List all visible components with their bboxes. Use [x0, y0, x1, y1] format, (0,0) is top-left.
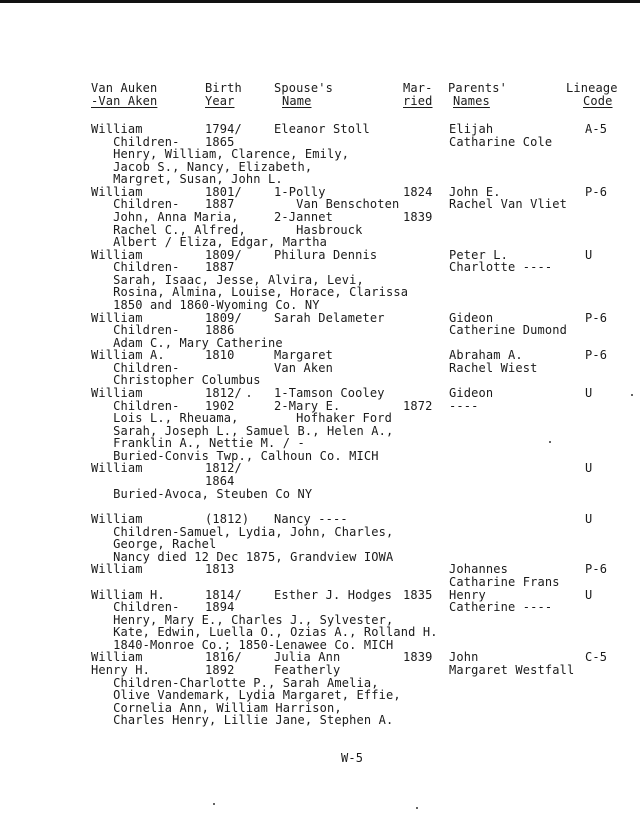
entry-line-38-c1: Henry, Mary E., Charles J., Sylvester,: [91, 613, 394, 627]
entry-line-9-c1: Albert / Eliza, Edgar, Martha: [91, 235, 327, 249]
entry-line-5-c6: P-6: [585, 185, 608, 199]
entry-line-36-c3: Esther J. Hodges: [274, 588, 392, 602]
entry-line-41-c5: John: [449, 650, 479, 664]
entry-line-14-c1: 1850 and 1860-Wyoming Co. NY: [91, 298, 320, 312]
entry-line-7-c1: John, Anna Maria,: [91, 210, 239, 224]
entry-line-11-c2: 1887: [205, 260, 235, 274]
entry-line-23-c3: Hofhaker Ford: [274, 411, 392, 425]
entry-line-30-c3: Nancy ----: [274, 512, 348, 526]
entry-line-0-c2: 1794/: [205, 122, 242, 136]
entry-line-18-c3: Margaret: [274, 348, 333, 362]
header-col-married-1: Mar-: [403, 81, 433, 95]
entry-line-10-c1: William: [91, 248, 143, 262]
entry-line-0-c1: William: [91, 122, 143, 136]
entry-line-24-c1: Sarah, Joseph L., Samuel B., Helen A.,: [91, 424, 394, 438]
entry-line-22-c1: Children-: [91, 399, 180, 413]
entry-line-32-c1: George, Rachel: [91, 537, 217, 551]
entry-line-27-c6: U: [585, 461, 593, 475]
entry-line-21-c1: William: [91, 386, 143, 400]
entry-line-42-c3: Featherly: [274, 663, 341, 677]
entry-line-16-c2: 1886: [205, 323, 235, 337]
entry-line-28-c2: 1864: [205, 474, 235, 488]
entry-line-22-c2: 1902: [205, 399, 235, 413]
header-col-spouse-1: Spouse's: [274, 81, 333, 95]
entry-line-15-c2: 1809/: [205, 311, 242, 325]
entry-line-34-c1: William: [91, 562, 143, 576]
header-col-parents-1: Parents': [448, 81, 507, 95]
entry-line-30-c2: (1812): [205, 512, 250, 526]
entry-line-19-c1: Children-: [91, 361, 180, 375]
entry-line-37-c5: Catherine ----: [449, 600, 553, 614]
scan-speck: [631, 394, 633, 396]
header-col-birth-1: Birth: [205, 81, 242, 95]
entry-line-42-c1: Henry H.: [91, 663, 150, 677]
entry-line-1-c1: Children-: [91, 135, 180, 149]
entry-line-37-c1: Children-: [91, 600, 180, 614]
entry-line-22-c4: 1872: [403, 399, 433, 413]
entry-line-5-c4: 1824: [403, 185, 433, 199]
header-col-lineage-2: Code: [583, 94, 613, 108]
entry-line-46-c1: Charles Henry, Lillie Jane, Stephen A.: [91, 713, 394, 727]
entry-line-42-c2: 1892: [205, 663, 235, 677]
entry-line-25-c1: Franklin A., Nettie M. / -: [91, 436, 305, 450]
entry-line-12-c1: Sarah, Isaac, Jesse, Alvira, Levi,: [91, 273, 364, 287]
entry-line-41-c4: 1839: [403, 650, 433, 664]
entry-line-36-c5: Henry: [449, 588, 486, 602]
entry-line-7-c3: 2-Jannet: [274, 210, 333, 224]
entry-line-18-c1: William A.: [91, 348, 165, 362]
entry-line-5-c3: 1-Polly: [274, 185, 326, 199]
entry-line-21-c6: U: [585, 386, 593, 400]
entry-line-18-c2: 1810: [205, 348, 235, 362]
entry-line-10-c2: 1809/: [205, 248, 242, 262]
entry-line-34-c5: Johannes: [449, 562, 508, 576]
entry-line-33-c1: Nancy died 12 Dec 1875, Grandview IOWA: [91, 550, 394, 564]
entry-line-41-c1: William: [91, 650, 143, 664]
page-number: W-5: [341, 751, 364, 765]
entry-line-41-c3: Julia Ann: [274, 650, 341, 664]
entry-line-0-c6: A-5: [585, 122, 608, 136]
header-col-lineage-1: Lineage: [566, 81, 618, 95]
entry-line-43-c1: Children-Charlotte P., Sarah Amelia,: [91, 676, 379, 690]
entry-line-31-c1: Children-Samuel, Lydia, John, Charles,: [91, 525, 394, 539]
entry-line-22-c5: ----: [449, 399, 479, 413]
top-border-line: [0, 0, 640, 3]
scan-speck: [416, 807, 418, 809]
entry-line-6-c1: Children-: [91, 197, 180, 211]
entry-line-15-c1: William: [91, 311, 143, 325]
entry-line-36-c1: William H.: [91, 588, 165, 602]
entry-line-29-c1: Buried-Avoca, Steuben Co NY: [91, 487, 313, 501]
entry-line-19-c3: Van Aken: [274, 361, 333, 375]
entry-line-18-c6: P-6: [585, 348, 608, 362]
entry-line-18-c5: Abraham A.: [449, 348, 523, 362]
entry-line-0-c5: Elijah: [449, 122, 494, 136]
entry-line-10-c5: Peter L.: [449, 248, 508, 262]
entry-line-5-c1: William: [91, 185, 143, 199]
entry-line-30-c6: U: [585, 512, 593, 526]
entry-line-21-c5: Gideon: [449, 386, 494, 400]
entry-line-19-c5: Rachel Wiest: [449, 361, 538, 375]
scan-speck: [213, 803, 215, 805]
entry-line-17-c1: Adam C., Mary Catherine: [91, 336, 283, 350]
entry-line-16-c5: Catherine Dumond: [449, 323, 567, 337]
entry-line-7-c4: 1839: [403, 210, 433, 224]
entry-line-36-c6: U: [585, 588, 593, 602]
header-col-birth-2: Year: [205, 94, 235, 108]
entry-line-34-c2: 1813: [205, 562, 235, 576]
entry-line-21-c3: 1-Tamson Cooley: [274, 386, 385, 400]
scan-speck: [549, 441, 551, 443]
entry-line-1-c5: Catharine Cole: [449, 135, 553, 149]
entry-line-11-c5: Charlotte ----: [449, 260, 553, 274]
entry-line-10-c6: U: [585, 248, 593, 262]
header-col-married-2: ried: [403, 94, 433, 108]
entry-line-16-c1: Children-: [91, 323, 180, 337]
entry-line-30-c1: William: [91, 512, 143, 526]
entry-line-42-c5: Margaret Westfall: [449, 663, 575, 677]
header-col-name-1: Van Auken: [91, 81, 158, 95]
header-col-parents-2: Names: [453, 94, 490, 108]
entry-line-15-c5: Gideon: [449, 311, 494, 325]
entry-line-15-c6: P-6: [585, 311, 608, 325]
entry-line-20-c1: Christopher Columbus: [91, 373, 261, 387]
scan-speck: [248, 395, 250, 397]
entry-line-5-c5: John E.: [449, 185, 501, 199]
entry-line-3-c1: Jacob S., Nancy, Elizabeth,: [91, 160, 313, 174]
entry-line-27-c2: 1812/: [205, 461, 242, 475]
entry-line-41-c2: 1816/: [205, 650, 242, 664]
entry-line-36-c4: 1835: [403, 588, 433, 602]
entry-line-41-c6: C-5: [585, 650, 608, 664]
entry-line-44-c1: Olive Vandemark, Lydia Margaret, Effie,: [91, 688, 401, 702]
entry-line-5-c2: 1801/: [205, 185, 242, 199]
entry-line-0-c3: Eleanor Stoll: [274, 122, 370, 136]
entry-line-22-c3: 2-Mary E.: [274, 399, 341, 413]
header-col-name-2: -Van Aken: [91, 94, 158, 108]
entry-line-4-c1: Margret, Susan, John L.: [91, 172, 283, 186]
entry-line-6-c3: Van Benschoten: [274, 197, 400, 211]
entry-line-2-c1: Henry, William, Clarence, Emily,: [91, 147, 350, 161]
entry-line-26-c1: Buried-Convis Twp., Calhoun Co. MICH: [91, 449, 379, 463]
entry-line-15-c3: Sarah Delameter: [274, 311, 385, 325]
entry-line-11-c1: Children-: [91, 260, 180, 274]
entry-line-27-c1: William: [91, 461, 143, 475]
entry-line-37-c2: 1894: [205, 600, 235, 614]
entry-line-40-c1: 1840-Monroe Co.; 1850-Lenawee Co. MICH: [91, 638, 394, 652]
entry-line-1-c2: 1865: [205, 135, 235, 149]
entry-line-45-c1: Cornelia Ann, William Harrison,: [91, 701, 342, 715]
entry-line-13-c1: Rosina, Almina, Louise, Horace, Clarissa: [91, 285, 409, 299]
entry-line-8-c3: Hasbrouck: [274, 223, 363, 237]
entry-line-35-c5: Catharine Frans: [449, 575, 560, 589]
entry-line-8-c1: Rachel C., Alfred,: [91, 223, 246, 237]
entry-line-23-c1: Lois L., Rheuama,: [91, 411, 239, 425]
entry-line-34-c6: P-6: [585, 562, 608, 576]
entry-line-10-c3: Philura Dennis: [274, 248, 378, 262]
entry-line-6-c5: Rachel Van Vliet: [449, 197, 567, 211]
entry-line-6-c2: 1887: [205, 197, 235, 211]
entry-line-39-c1: Kate, Edwin, Luella O., Ozias A., Rolland H.: [91, 625, 438, 639]
entry-line-36-c2: 1814/: [205, 588, 242, 602]
header-col-spouse-2: Name: [282, 94, 312, 108]
entry-line-21-c2: 1812/: [205, 386, 242, 400]
